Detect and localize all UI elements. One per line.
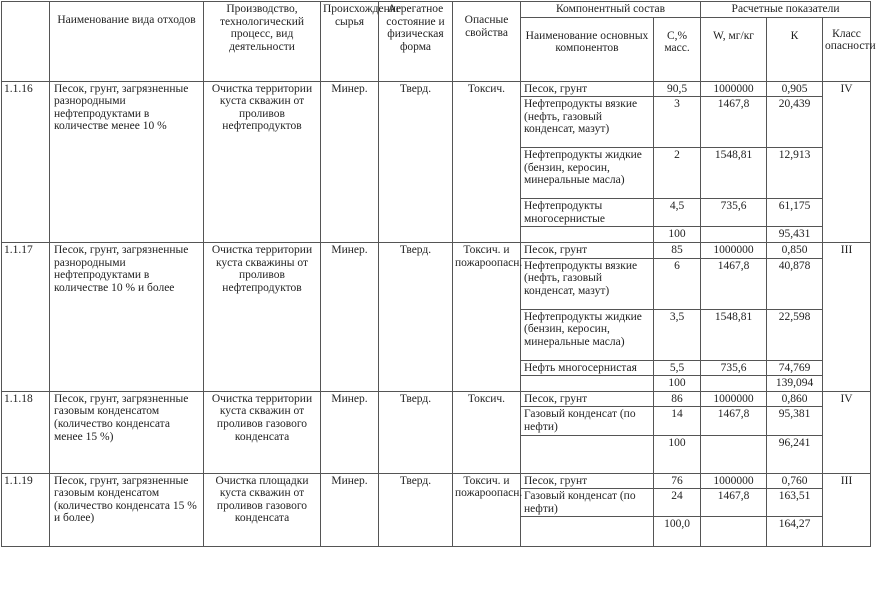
component-k: 20,439	[767, 97, 823, 148]
component-c: 90,5	[654, 81, 701, 97]
row-name: Песок, грунт, загрязненные газовым конденсатом (количество конденсата менее 15 %)	[50, 391, 204, 473]
component-k: 12,913	[767, 148, 823, 199]
header-w: W, мг/кг	[701, 17, 767, 81]
total-k: 139,094	[767, 376, 823, 392]
component-w: 1548,81	[701, 148, 767, 199]
component-w: 1467,8	[701, 489, 767, 517]
row-origin: Минер.	[321, 473, 379, 547]
component-name: Газовый конденсат (по нефти)	[521, 489, 654, 517]
component-w: 1000000	[701, 391, 767, 407]
component-w: 1467,8	[701, 258, 767, 309]
component-name	[521, 517, 654, 547]
component-c: 5,5	[654, 360, 701, 376]
row-process: Очистка территории куста скважины от проливов нефтепродуктов	[204, 242, 321, 391]
row-name: Песок, грунт, загрязненные разнородными нефтепродуктами в количестве 10 % и более	[50, 242, 204, 391]
row-class: IV	[823, 391, 871, 473]
total-w	[701, 517, 767, 547]
component-c: 85	[654, 242, 701, 258]
component-c: 2	[654, 148, 701, 199]
total-w	[701, 435, 767, 473]
component-k: 163,51	[767, 489, 823, 517]
header-process: Производство, технологический процесс, вид деятельности	[204, 2, 321, 82]
total-w	[701, 227, 767, 243]
row-hazard: Токсич.	[453, 81, 521, 242]
component-k: 0,850	[767, 242, 823, 258]
header-calc: Расчетные показатели	[701, 2, 871, 18]
row-class: III	[823, 242, 871, 391]
component-c: 86	[654, 391, 701, 407]
component-c: 24	[654, 489, 701, 517]
component-name: Песок, грунт	[521, 473, 654, 489]
header-component-name: Наименование основных компонентов	[521, 17, 654, 81]
component-name	[521, 227, 654, 243]
row-class: III	[823, 473, 871, 547]
header-hazard: Опасные свойства	[453, 2, 521, 82]
row-process: Очистка территории куста скважин от проливов нефтепродуктов	[204, 81, 321, 242]
header-k: К	[767, 17, 823, 81]
component-k: 61,175	[767, 199, 823, 227]
row-origin: Минер.	[321, 81, 379, 242]
total-w	[701, 376, 767, 392]
row-code: 1.1.17	[2, 242, 50, 391]
header-name: Наименование вида отходов	[50, 2, 204, 82]
row-code: 1.1.16	[2, 81, 50, 242]
component-k: 40,878	[767, 258, 823, 309]
row-aggregate: Тверд.	[379, 391, 453, 473]
component-name: Нефтепродукты вязкие (нефть, газовый конденсат, мазут)	[521, 97, 654, 148]
row-code: 1.1.18	[2, 391, 50, 473]
row-aggregate: Тверд.	[379, 242, 453, 391]
component-w: 1467,8	[701, 97, 767, 148]
waste-classification-table	[1, 1, 876, 547]
component-c: 14	[654, 407, 701, 435]
component-name	[521, 376, 654, 392]
total-c: 100,0	[654, 517, 701, 547]
header-composition: Компонентный состав	[521, 2, 701, 18]
row-name: Песок, грунт, загрязненные газовым конденсатом (количество конденсата 15 % и более)	[50, 473, 204, 547]
row-process: Очистка территории куста скважин от проливов газового конденсата	[204, 391, 321, 473]
component-name: Нефть многосернистая	[521, 360, 654, 376]
row-origin: Минер.	[321, 242, 379, 391]
header-origin: Происхождение сырья	[321, 2, 379, 82]
component-k: 0,905	[767, 81, 823, 97]
component-k: 95,381	[767, 407, 823, 435]
total-k: 96,241	[767, 435, 823, 473]
component-w: 735,6	[701, 360, 767, 376]
header-code	[2, 2, 50, 82]
row-origin: Минер.	[321, 391, 379, 473]
row-hazard: Токсич.	[453, 391, 521, 473]
component-name: Нефтепродукты жидкие (бензин, керосин, минеральные масла)	[521, 309, 654, 360]
row-code: 1.1.19	[2, 473, 50, 547]
header-mass: С,% масс.	[654, 17, 701, 81]
component-w: 1000000	[701, 81, 767, 97]
component-k: 0,760	[767, 473, 823, 489]
row-process: Очистка площадки куста скважин от проливов газового конденсата	[204, 473, 321, 547]
row-name: Песок, грунт, загрязненные разнородными нефтепродуктами в количестве менее 10 %	[50, 81, 204, 242]
total-c: 100	[654, 435, 701, 473]
row-hazard: Токсич. и пожароопасн.	[453, 242, 521, 391]
component-name: Нефтепродукты многосернистые	[521, 199, 654, 227]
header-class: Класс опасности	[823, 17, 871, 81]
component-c: 3,5	[654, 309, 701, 360]
component-w: 1000000	[701, 473, 767, 489]
component-w: 735,6	[701, 199, 767, 227]
component-c: 3	[654, 97, 701, 148]
component-name: Песок, грунт	[521, 242, 654, 258]
total-k: 164,27	[767, 517, 823, 547]
row-hazard: Токсич. и пожароопасн.	[453, 473, 521, 547]
component-name: Нефтепродукты вязкие (нефть, газовый конденсат, мазут)	[521, 258, 654, 309]
row-aggregate: Тверд.	[379, 473, 453, 547]
component-name: Газовый конденсат (по нефти)	[521, 407, 654, 435]
component-k: 22,598	[767, 309, 823, 360]
header-aggregate: Агрегатное состояние и физическая форма	[379, 2, 453, 82]
component-c: 76	[654, 473, 701, 489]
total-c: 100	[654, 376, 701, 392]
row-class: IV	[823, 81, 871, 242]
component-w: 1000000	[701, 242, 767, 258]
component-name: Нефтепродукты жидкие (бензин, керосин, минеральные масла)	[521, 148, 654, 199]
component-name: Песок, грунт	[521, 391, 654, 407]
component-w: 1467,8	[701, 407, 767, 435]
component-name	[521, 435, 654, 473]
row-aggregate: Тверд.	[379, 81, 453, 242]
total-k: 95,431	[767, 227, 823, 243]
component-c: 6	[654, 258, 701, 309]
component-c: 4,5	[654, 199, 701, 227]
total-c: 100	[654, 227, 701, 243]
component-k: 0,860	[767, 391, 823, 407]
component-name: Песок, грунт	[521, 81, 654, 97]
component-w: 1548,81	[701, 309, 767, 360]
component-k: 74,769	[767, 360, 823, 376]
